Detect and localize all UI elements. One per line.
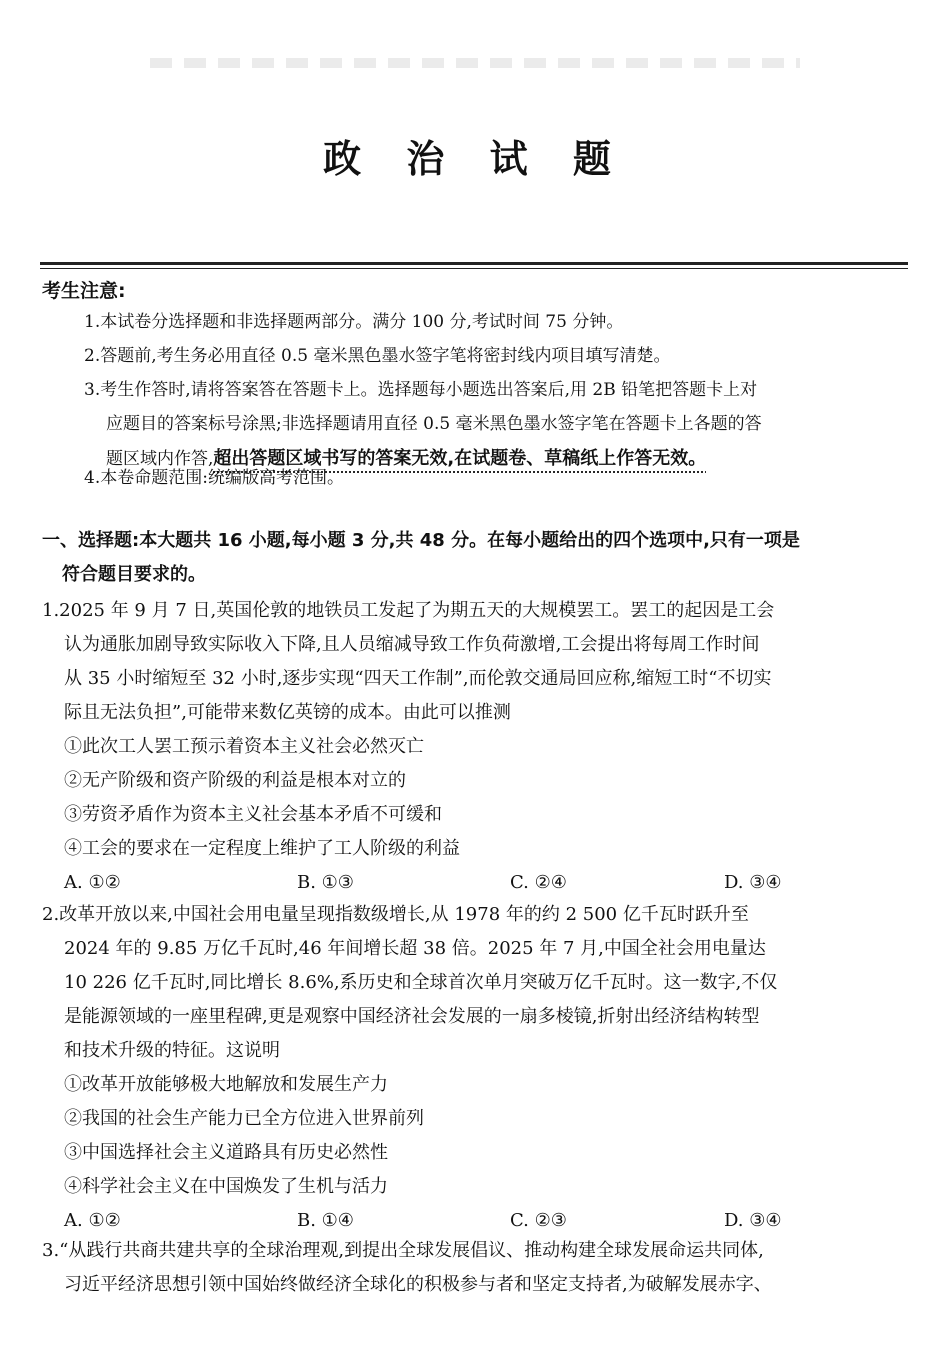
question-2-stem-line: 2.改革开放以来,中国社会用电量呈现指数级增长,从 1978 年的约 2 500 亿千瓦时跃升至 [42,904,749,925]
page-title: 政 治 试 题 [323,137,627,181]
question-2-option: ③中国选择社会主义道路具有历史必然性 [64,1142,388,1163]
question-3 [42,1234,910,1302]
choice-a: A. ①② [64,1210,121,1231]
question-1-choices [42,866,910,900]
question-2 [42,898,910,1238]
notice-item-3-line2: 应题目的答案标号涂黑;非选择题请用直径 0.5 毫米黑色墨水签字笔在答题卡上各题的答 [106,414,762,434]
question-1-option: ②无产阶级和资产阶级的利益是根本对立的 [64,770,406,791]
question-2-option: ④科学社会主义在中国焕发了生机与活力 [64,1176,388,1197]
choice-b: B. ①③ [297,872,354,893]
notice-item-3-line3-text: 题区域内作答, [106,449,214,469]
faded-header-text [150,58,800,68]
choice-d: D. ③④ [724,1210,782,1231]
question-2-stem-line: 是能源领域的一座里程碑,更是观察中国经济社会发展的一扇多棱镜,折射出经济结构转型 [64,1006,760,1027]
notice-item-2: 2.答题前,考生务必用直径 0.5 毫米黑色墨水签字笔将密封线内项目填写清楚。 [84,346,671,366]
question-1-option: ①此次工人罢工预示着资本主义社会必然灭亡 [64,736,424,757]
question-2-option: ①改革开放能够极大地解放和发展生产力 [64,1074,388,1095]
section-heading [42,524,912,592]
question-2-option: ②我国的社会生产能力已全方位进入世界前列 [64,1108,424,1129]
question-2-stem-line: 10 226 亿千瓦时,同比增长 8.6%,系历史和全球首次单月突破万亿千瓦时。这一数字,不仅 [64,972,778,993]
question-1-stem-line: 从 35 小时缩短至 32 小时,逐步实现“四天工作制”,而伦敦交通局回应称,缩短工时“不切实 [64,668,772,689]
choice-d: D. ③④ [724,872,782,893]
notice-item-4: 4.本卷命题范围:统编版高考范围。 [84,468,344,488]
question-1-stem-line: 际且无法负担”,可能带来数亿英镑的成本。由此可以推测 [64,702,511,723]
notice-item-3: 3.考生作答时,请将答案答在答题卡上。选择题每小题选出答案后,用 2B 铅笔把答题卡上对 [84,380,758,400]
question-2-choices [42,1204,910,1238]
header-rule-thick [40,262,908,265]
choice-c: C. ②③ [510,1210,567,1231]
notice-heading: 考生注意: [42,280,126,302]
question-1-stem-line: 认为通胀加剧导致实际收入下降,且人员缩减导致工作负荷激增,工会提出将每周工作时间 [64,634,760,655]
section-heading-line1: 一、选择题:本大题共 16 小题,每小题 3 分,共 48 分。在每小题给出的四个选项中,只有一项是 [42,530,800,551]
question-3-stem-line: 3.“从践行共商共建共享的全球治理观,到提出全球发展倡议、推动构建全球发展命运共同体, [42,1240,764,1261]
question-2-stem-line: 和技术升级的特征。这说明 [64,1040,280,1061]
notice-emphasis: 超出答题区域书写的答案无效,在试题卷、草稿纸上作答无效。 [213,448,707,469]
choice-b: B. ①④ [297,1210,354,1231]
question-3-stem-line: 习近平经济思想引领中国始终做经济全球化的积极参与者和坚定支持者,为破解发展赤字、 [64,1274,772,1295]
section-heading-line2: 符合题目要求的。 [62,564,206,585]
question-2-stem-line: 2024 年的 9.85 万亿千瓦时,46 年间增长超 38 倍。2025 年 7 月,中国全社会用电量达 [64,938,766,959]
question-1-option: ③劳资矛盾作为资本主义社会基本矛盾不可缓和 [64,804,442,825]
question-1 [42,594,910,900]
question-1-stem-line: 1.2025 年 9 月 7 日,英国伦敦的地铁员工发起了为期五天的大规模罢工。罢工的起因是工会 [42,600,775,621]
choice-c: C. ②④ [510,872,567,893]
question-1-option: ④工会的要求在一定程度上维护了工人阶级的利益 [64,838,460,859]
choice-a: A. ①② [64,872,121,893]
notice-item-1: 1.本试卷分选择题和非选择题两部分。满分 100 分,考试时间 75 分钟。 [84,312,624,332]
header-rule-thin [40,268,908,269]
